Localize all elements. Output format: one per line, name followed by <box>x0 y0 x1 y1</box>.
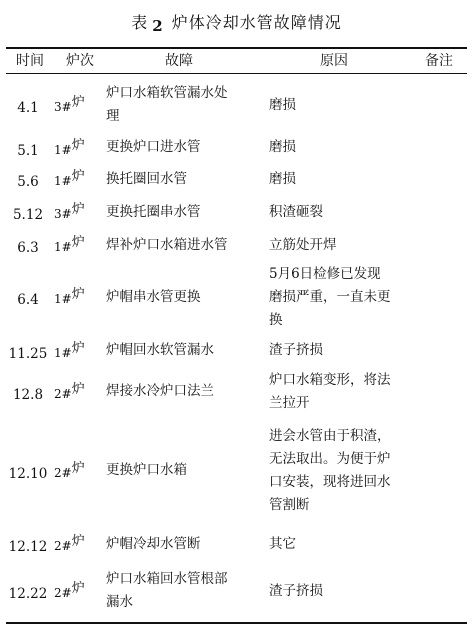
cell-reason <box>269 425 419 517</box>
cell-furnace <box>54 535 104 558</box>
fault-line: 炉帽回水软管漏水 <box>106 342 214 358</box>
cell-fault <box>106 82 256 128</box>
furnace-number: 1# <box>54 143 72 157</box>
cell-furnace <box>54 170 104 193</box>
reason-line: 其它 <box>269 536 296 552</box>
fault-line: 炉口水箱回水管根部 <box>106 571 228 587</box>
furnace-char: 炉 <box>71 202 85 217</box>
reason-line: 磨损 <box>269 139 296 155</box>
cell-fault <box>106 234 256 257</box>
cell-furnace <box>54 236 104 259</box>
fault-line: 换托圈回水管 <box>106 171 187 187</box>
cell-furnace <box>54 462 104 485</box>
cell-fault <box>106 136 256 159</box>
furnace-char: 炉 <box>71 235 85 250</box>
cell-fault <box>106 380 256 403</box>
cell-reason <box>269 369 419 415</box>
furnace-char: 炉 <box>71 341 85 356</box>
cell-fault <box>106 286 256 309</box>
cell-reason <box>269 580 419 603</box>
table-row <box>6 195 467 229</box>
cell-reason <box>269 533 419 556</box>
header-note: 备注 <box>425 53 453 69</box>
table-row <box>6 333 467 368</box>
furnace-number: 1# <box>54 292 72 306</box>
cell-time: 12.8 <box>12 387 44 403</box>
reason-line: 换 <box>269 312 283 328</box>
furnace-char: 炉 <box>71 534 85 549</box>
reason-line: 磨损 <box>269 97 296 113</box>
table-top-rule <box>6 47 467 49</box>
table-row <box>6 526 467 562</box>
table-row <box>6 261 467 333</box>
cell-furnace <box>54 203 104 226</box>
table-caption <box>0 10 473 33</box>
table-row <box>6 415 467 526</box>
reason-line: 无法取出。为便于炉 <box>269 451 391 467</box>
cell-fault <box>106 533 256 556</box>
cell-reason <box>269 263 419 332</box>
furnace-number: 2# <box>54 387 72 401</box>
fault-line: 炉口水箱软管漏水处 <box>106 85 228 101</box>
cell-time: 11.25 <box>8 346 48 362</box>
table-row <box>6 562 467 620</box>
table-row <box>6 229 467 261</box>
caption-number: 2 <box>152 17 164 35</box>
cell-fault <box>106 459 256 482</box>
furnace-char: 炉 <box>71 95 85 110</box>
cell-reason <box>269 201 419 224</box>
reason-line: 磨损严重，一直未更 <box>269 289 391 305</box>
furnace-number: 1# <box>54 346 72 360</box>
reason-line: 进会水管由于积渣， <box>269 428 391 444</box>
caption-text: 炉体冷却水管故障情况 <box>171 13 342 32</box>
table-row <box>6 163 467 195</box>
furnace-number: 1# <box>54 174 72 188</box>
fault-line: 焊接水冷炉口法兰 <box>106 383 214 399</box>
fault-line: 更换炉口水箱 <box>106 462 187 478</box>
reason-line: 渣子挤损 <box>269 583 323 599</box>
furnace-number: 3# <box>54 100 72 114</box>
cell-reason <box>269 339 419 362</box>
cell-time: 5.6 <box>17 174 39 190</box>
furnace-number: 2# <box>54 466 72 480</box>
cell-furnace <box>54 383 104 406</box>
cell-time: 5.12 <box>12 207 44 223</box>
reason-line: 立筋处开焊 <box>269 237 337 253</box>
furnace-number: 1# <box>54 240 72 254</box>
table-bottom-rule <box>6 622 467 624</box>
cell-reason <box>269 94 419 117</box>
reason-line: 磨损 <box>269 171 296 187</box>
header-fault: 故障 <box>165 53 193 69</box>
fault-line: 理 <box>106 108 120 124</box>
cell-furnace <box>54 288 104 311</box>
cell-furnace <box>54 96 104 119</box>
header-furnace: 炉次 <box>66 53 94 69</box>
cell-time: 6.3 <box>17 240 39 256</box>
fault-line: 炉帽冷却水管断 <box>106 536 201 552</box>
furnace-char: 炉 <box>71 581 85 596</box>
cell-time: 12.12 <box>8 539 48 555</box>
cell-fault <box>106 201 256 224</box>
reason-line: 口安装，现将进回水 <box>269 474 391 490</box>
furnace-char: 炉 <box>71 138 85 153</box>
fault-line: 焊补炉口水箱进水管 <box>106 237 228 253</box>
furnace-char: 炉 <box>71 169 85 184</box>
furnace-number: 2# <box>54 539 72 553</box>
table-row <box>6 132 467 163</box>
reason-line: 5月6日检修已发现 <box>269 266 381 282</box>
fault-line: 更换托圈串水管 <box>106 204 201 220</box>
fault-line: 更换炉口进水管 <box>106 139 201 155</box>
reason-line: 管割断 <box>269 497 310 513</box>
reason-line: 渣子挤损 <box>269 342 323 358</box>
cell-time: 12.22 <box>8 586 48 602</box>
header-reason: 原因 <box>320 53 348 69</box>
cell-furnace <box>54 139 104 162</box>
furnace-number: 2# <box>54 586 72 600</box>
cell-time: 5.1 <box>17 143 39 159</box>
cell-fault <box>106 339 256 362</box>
header-time: 时间 <box>16 53 44 69</box>
furnace-number: 3# <box>54 207 72 221</box>
cell-time: 12.10 <box>8 466 48 482</box>
furnace-char: 炉 <box>71 287 85 302</box>
furnace-char: 炉 <box>71 382 85 397</box>
table-row <box>6 368 467 415</box>
cell-fault <box>106 568 256 614</box>
furnace-char: 炉 <box>71 461 85 476</box>
cell-time: 6.4 <box>17 292 39 308</box>
table-row <box>6 78 467 132</box>
reason-line: 炉口水箱变形，将法 <box>269 372 391 388</box>
cell-furnace <box>54 342 104 365</box>
cell-fault <box>106 168 256 191</box>
table-header-rule <box>6 73 467 74</box>
fault-line: 漏水 <box>106 594 133 610</box>
cell-reason <box>269 234 419 257</box>
caption-prefix: 表 <box>131 13 149 32</box>
reason-line: 兰拉开 <box>269 395 310 411</box>
cell-furnace <box>54 582 104 605</box>
reason-line: 积渣砸裂 <box>269 204 323 220</box>
cell-reason <box>269 168 419 191</box>
fault-line: 炉帽串水管更换 <box>106 289 201 305</box>
cell-reason <box>269 136 419 159</box>
cell-time: 4.1 <box>17 100 39 116</box>
